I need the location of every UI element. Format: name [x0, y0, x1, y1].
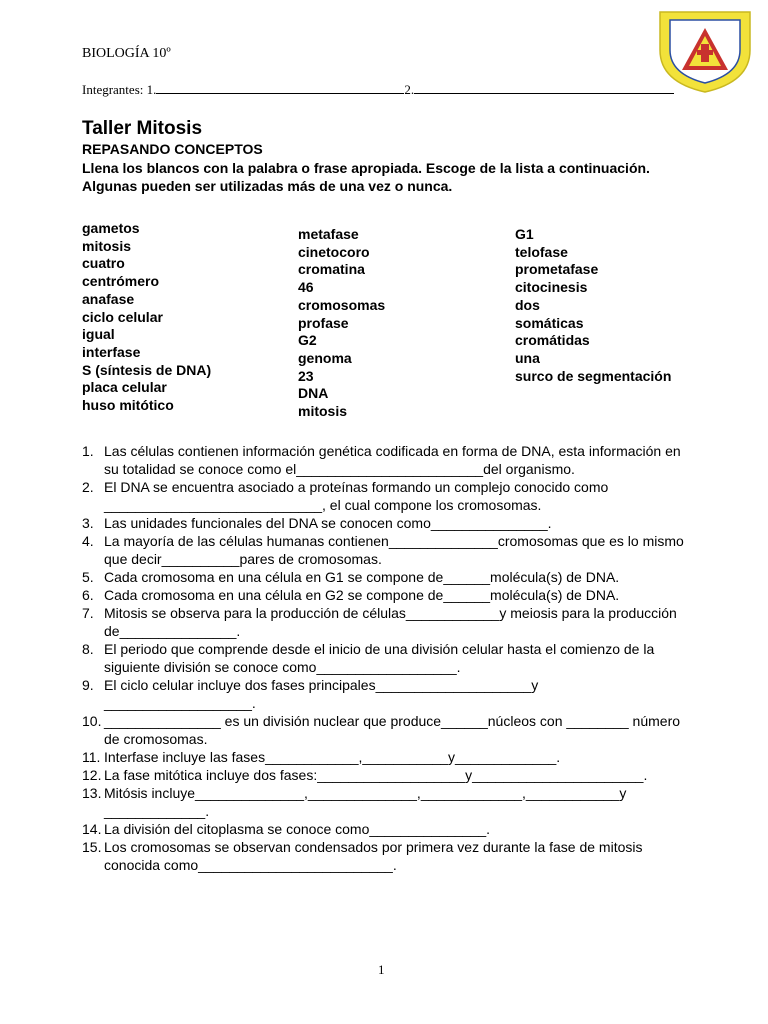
- word-bank-item: G2: [298, 332, 317, 349]
- word-bank-item: cuatro: [82, 255, 125, 272]
- question-item: [82, 640, 692, 676]
- question-number: 12.: [82, 767, 102, 783]
- word-bank-item: surco de segmentación: [515, 367, 672, 384]
- word-bank-item: somáticas: [515, 314, 584, 331]
- member-1-blank[interactable]: [156, 82, 404, 94]
- word-bank-item: gametos: [82, 220, 140, 236]
- question-text: Las células contienen información genética codificada en forma de DNA, esta información en su totalidad se conoce como el________________________del organismo.: [104, 443, 681, 477]
- question-text: Cada cromosoma en una célula en G2 se compone de______molécula(s) de DNA.: [104, 587, 620, 603]
- word-bank-item: centrómero: [82, 273, 160, 290]
- word-bank-item: G1: [515, 226, 534, 242]
- question-item: [82, 766, 692, 784]
- word-bank-item: placa celular: [82, 379, 167, 396]
- word-bank-item: igual: [82, 326, 115, 343]
- question-item: [82, 586, 692, 604]
- word-bank-item: telofase: [515, 243, 568, 260]
- question-number: 15.: [82, 839, 102, 855]
- word-bank-item: cromatina: [298, 261, 365, 278]
- word-bank-item: prometafase: [515, 261, 599, 278]
- question-item: [82, 568, 692, 586]
- word-bank-item: mitosis: [298, 403, 348, 420]
- school-logo: [652, 6, 758, 94]
- question-item: [82, 514, 692, 532]
- question-number: 11.: [82, 749, 101, 765]
- word-bank-item: una: [515, 349, 540, 366]
- word-bank-item: genoma: [298, 349, 352, 366]
- question-item: [82, 604, 692, 640]
- word-bank-item: dos: [515, 296, 540, 313]
- question-item: [82, 712, 692, 748]
- question-number: 6.: [82, 587, 94, 603]
- word-bank-column-2: [298, 226, 385, 421]
- question-number: 14.: [82, 821, 102, 837]
- question-item: [82, 442, 692, 478]
- page-title: Taller Mitosis: [82, 118, 203, 139]
- question-number: 13.: [82, 785, 102, 801]
- question-item: [82, 748, 692, 766]
- question-text: _______________ es un división nuclear que produce______núcleos con ________ número de cromosomas.: [104, 713, 681, 747]
- question-text: Cada cromosoma en una célula en G1 se compone de______molécula(s) de DNA.: [104, 569, 620, 585]
- question-text: La mayoría de las células humanas contienen______________cromosomas que es lo mismo que decir__________pares de cromosomas.: [104, 533, 684, 567]
- word-bank-item: huso mitótico: [82, 397, 174, 414]
- question-text: El DNA se encuentra asociado a proteínas formando un complejo conocido como ____________________________, el cual compone los cromosomas.: [104, 479, 609, 513]
- question-text: La división del citoplasma se conoce como_______________.: [104, 821, 491, 837]
- word-bank-item: interfase: [82, 343, 141, 360]
- question-number: 3.: [82, 515, 94, 531]
- word-bank-item: 23: [298, 367, 314, 384]
- word-bank-item: citocinesis: [515, 279, 588, 296]
- word-bank-item: 46: [298, 279, 314, 296]
- question-number: 8.: [82, 641, 94, 657]
- question-text: Los cromosomas se observan condensados por primera vez durante la fase de mitosis conocida como_________________________.: [104, 839, 643, 873]
- members-line: [82, 82, 674, 98]
- question-number: 1.: [82, 443, 94, 459]
- question-item: [82, 532, 692, 568]
- subject-heading: BIOLOGÍA 10º: [82, 46, 171, 61]
- question-number: 2.: [82, 479, 94, 495]
- question-text: Mitosis se observa para la producción de células____________y meiosis para la producción de_______________.: [104, 605, 677, 639]
- word-bank-column-3: [515, 226, 671, 385]
- word-bank-item: DNA: [298, 385, 329, 402]
- question-number: 10.: [82, 713, 102, 729]
- word-bank-item: mitosis: [82, 237, 132, 254]
- word-bank-item: profase: [298, 314, 349, 331]
- question-number: 9.: [82, 677, 94, 693]
- question-number: 7.: [82, 605, 94, 621]
- question-number: 5.: [82, 569, 94, 585]
- question-text: Mitósis incluye______________,______________,_____________,____________y _____________.: [104, 785, 627, 819]
- word-bank-item: cromátidas: [515, 332, 590, 349]
- word-bank-item: metafase: [298, 226, 359, 242]
- member-2-label: 2.: [404, 82, 415, 97]
- question-item: [82, 478, 692, 514]
- question-item: [82, 784, 692, 820]
- question-text: La fase mitótica incluye dos fases:___________________y______________________.: [104, 767, 648, 783]
- question-number: 4.: [82, 533, 94, 549]
- question-text: Interfase incluye las fases____________,___________y_____________.: [104, 749, 561, 765]
- word-bank-item: ciclo celular: [82, 308, 163, 325]
- question-list: [82, 442, 692, 874]
- word-bank-item: cromosomas: [298, 296, 386, 313]
- question-text: El ciclo celular incluye dos fases principales____________________y ___________________.: [104, 677, 539, 711]
- page-subtitle: REPASANDO CONCEPTOS: [82, 141, 263, 157]
- word-bank-item: cinetocoro: [298, 243, 370, 260]
- word-bank-item: anafase: [82, 290, 135, 307]
- word-bank-item: S (síntesis de DNA): [82, 361, 212, 378]
- question-text: El periodo que comprende desde el inicio de una división celular hasta el comienzo de la siguiente división se conoce como__________________.: [104, 641, 655, 675]
- word-bank-column-1: [82, 220, 211, 415]
- question-text: Las unidades funcionales del DNA se conocen como_______________.: [104, 515, 552, 531]
- question-item: [82, 838, 692, 874]
- question-item: [82, 820, 692, 838]
- member-2-blank[interactable]: [414, 82, 674, 94]
- page-number: 1: [378, 962, 385, 977]
- question-item: [82, 676, 692, 712]
- instructions: Llena los blancos con la palabra o frase apropiada. Escoge de la lista a continuación. Algunas pueden ser utilizadas más de una vez o nunca.: [82, 160, 650, 194]
- members-label: Integrantes: 1.: [82, 82, 157, 97]
